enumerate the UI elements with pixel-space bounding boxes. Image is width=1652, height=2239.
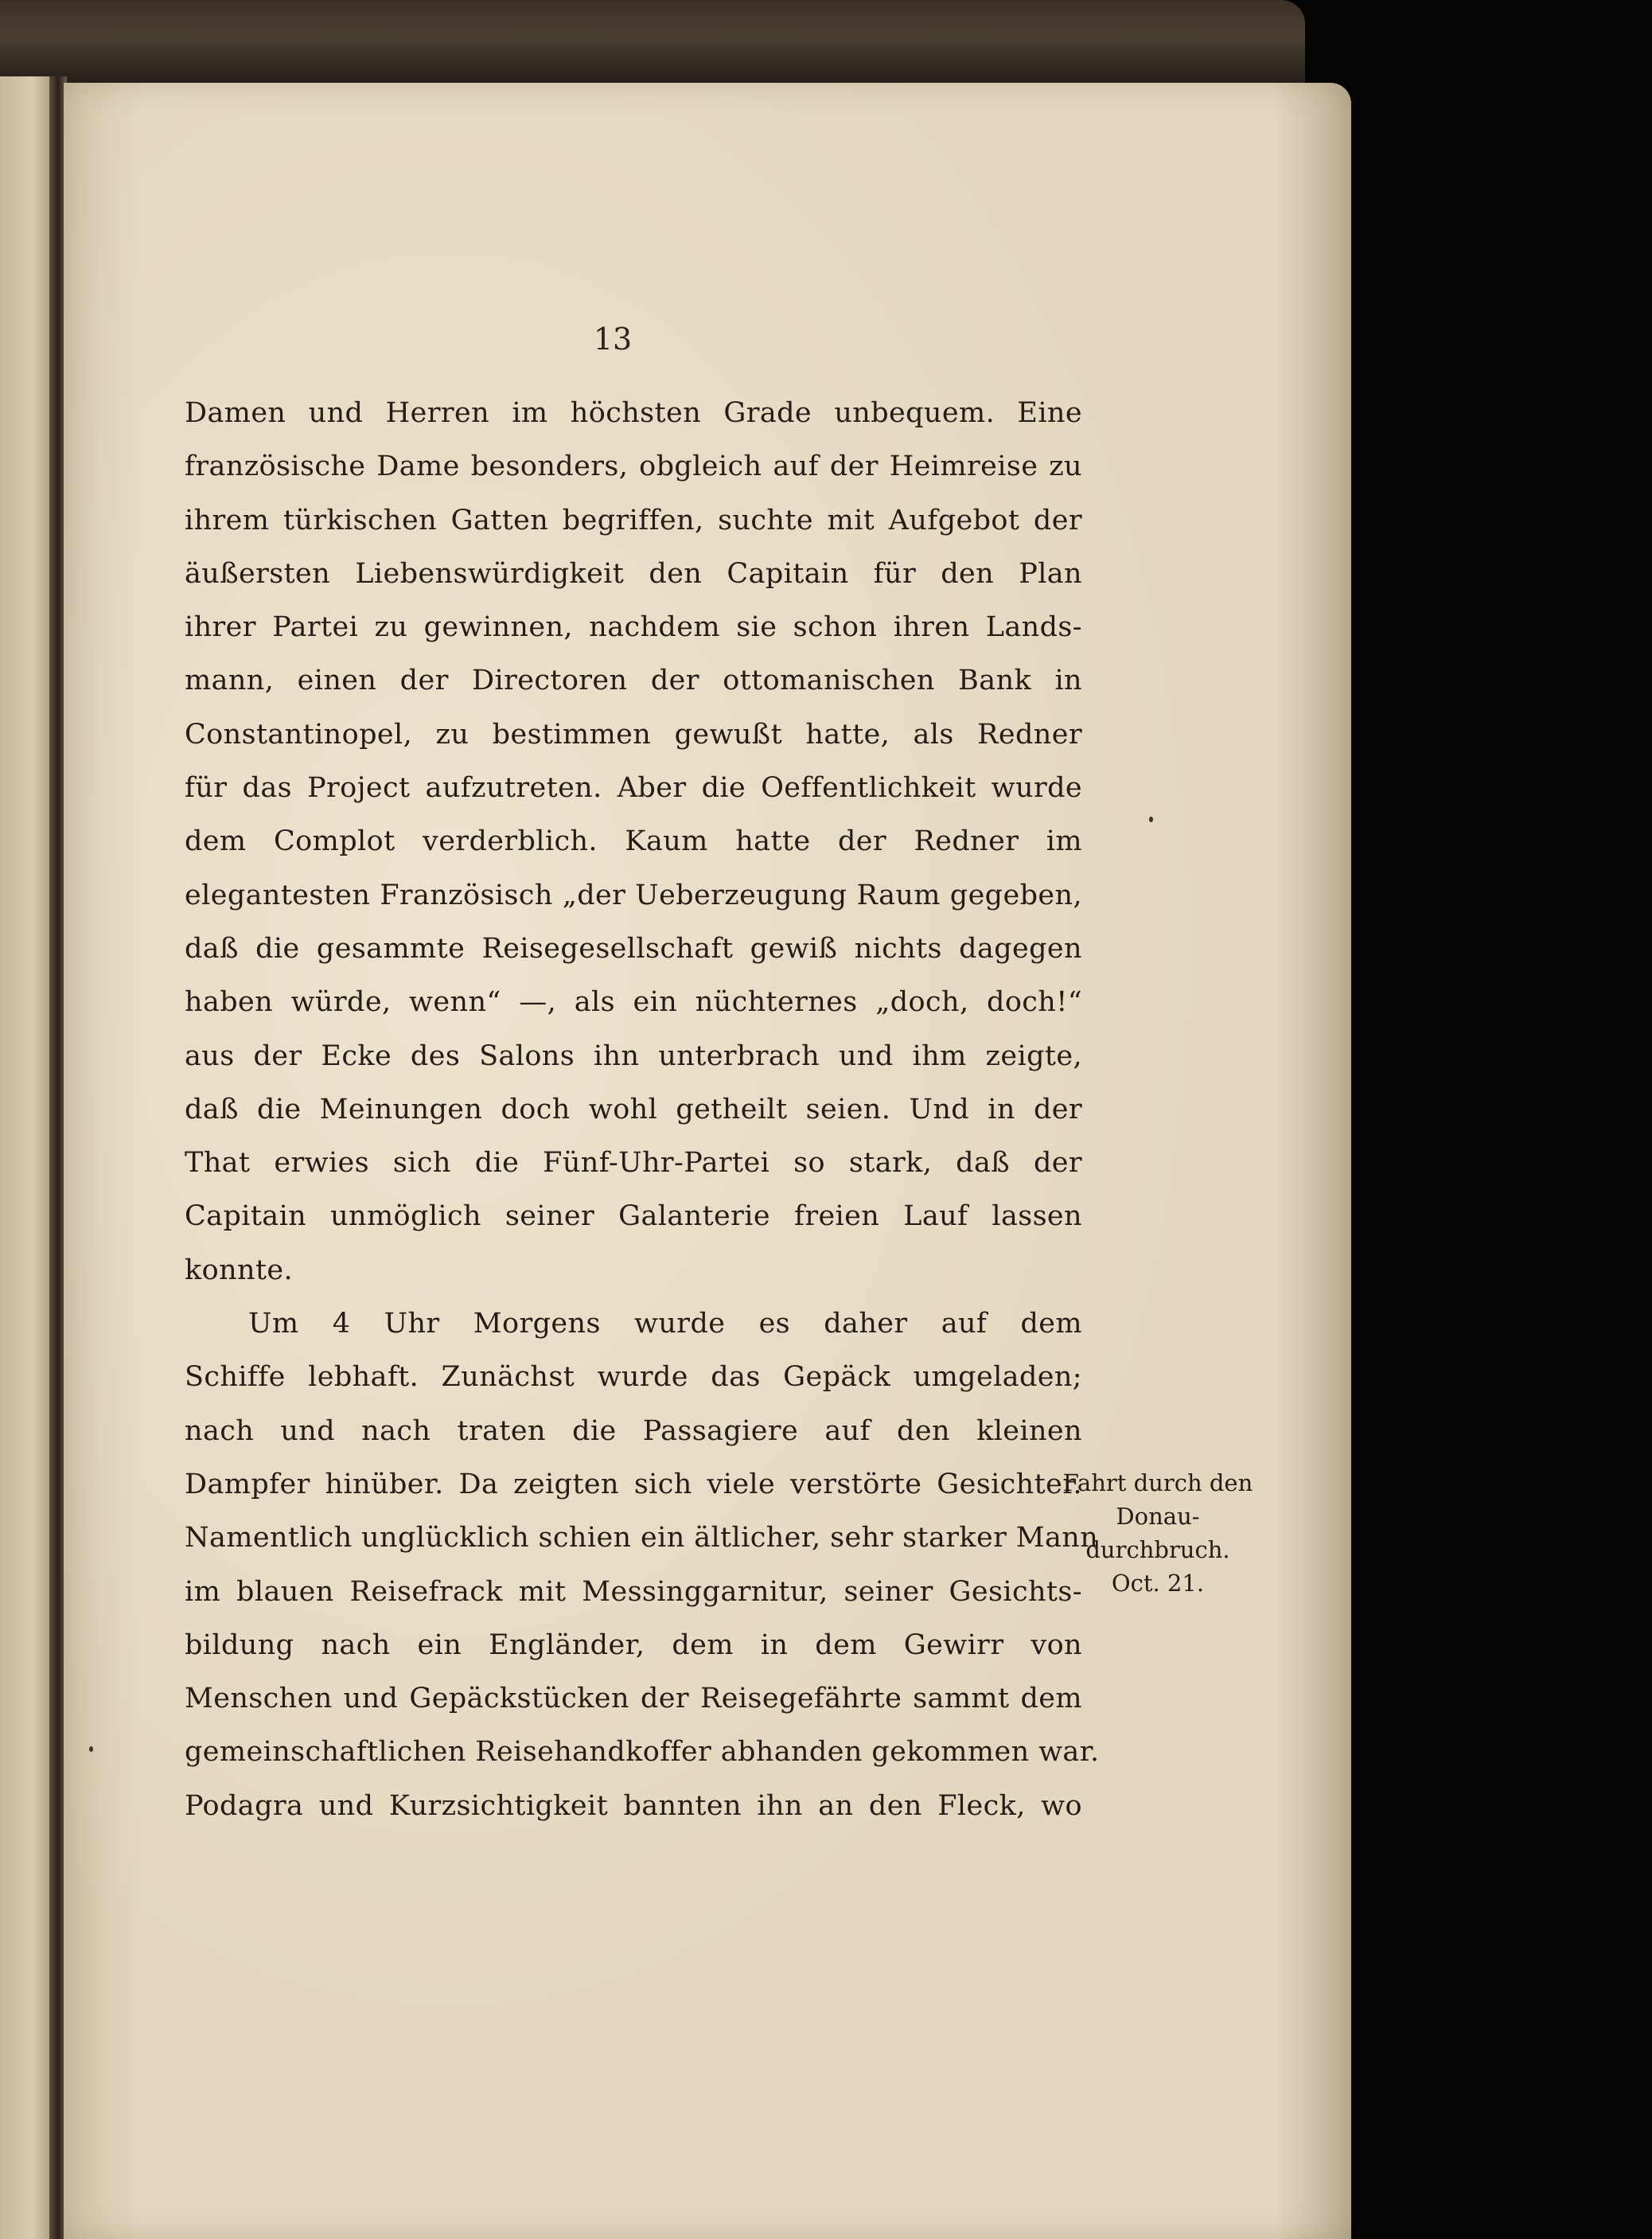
text-line: haben würde, wenn“ —, als ein nüchternes „doch, doch!“ — [185, 986, 1082, 1019]
text-line: aus der Ecke des Salons ihn unterbrach und ihm zeigte, — [185, 1040, 1082, 1072]
text-line: elegantesten Französisch „der Ueberzeugung Raum gegeben, — [185, 879, 1082, 911]
text-line: Menschen und Gepäckstücken der Reisegefährte sammt dem — [185, 1683, 1082, 1715]
text-line: für das Project aufzutreten. Aber die Oeffentlichkeit wurde — [185, 772, 1082, 805]
text-line: mann, einen der Directoren der ottomanischen Bank in — [185, 665, 1082, 697]
paragraph-2 — [185, 1297, 1100, 1833]
text-line: Damen und Herren im höchsten Grade unbequem. Eine — [185, 397, 1082, 429]
text-line: französische Dame besonders, obgleich auf der Heimreise zu — [185, 451, 1082, 483]
text-line: äußersten Liebenswürdigkeit den Capitain für den Plan — [185, 557, 1082, 590]
text-line: nach und nach traten die Passagiere auf den kleinen — [185, 1414, 1082, 1447]
text-line: Dampfer hinüber. Da zeigten sich viele verstörte Gesichter. — [185, 1468, 1082, 1500]
paper-speck — [1149, 817, 1153, 822]
text-line: That erwies sich die Fünf-Uhr-Partei so stark, daß der — [185, 1147, 1082, 1180]
paragraph-1 — [185, 387, 1082, 1297]
text-line: Um 4 Uhr Morgens wurde es daher auf dem — [248, 1308, 1082, 1340]
paper-speck — [89, 1746, 93, 1752]
text-line: dem Complot verderblich. Kaum hatte der Redner im — [185, 825, 1082, 858]
body-text — [185, 387, 1100, 1833]
marginal-note-line: Oct. 21. — [1111, 1570, 1205, 1597]
marginal-note-line: Fahrt durch den — [1062, 1469, 1253, 1496]
text-line: Schiffe lebhaft. Zunächst wurde das Gepäck umgeladen; — [185, 1361, 1082, 1394]
text-line: Capitain unmöglich seiner Galanterie freien Lauf lassen — [185, 1200, 1082, 1233]
text-line: daß die gesammte Reisegesellschaft gewiß nichts dagegen — [185, 932, 1082, 965]
marginal-note-line: durchbruch. — [1085, 1536, 1230, 1563]
book-page — [64, 83, 1351, 2239]
page-number: 13 — [593, 322, 633, 357]
text-line: bildung nach ein Engländer, dem in dem Gewirr von — [185, 1629, 1082, 1661]
text-line: Constantinopel, zu bestimmen gewußt hatte, als Redner — [185, 718, 1082, 751]
text-line: ihrer Partei zu gewinnen, nachdem sie schon ihren Lands- — [185, 611, 1082, 644]
text-line: gemeinschaftlichen Reisehandkoffer abhanden gekommen war. — [185, 1736, 1100, 1769]
text-line: daß die Meinungen doch wohl getheilt seien. Und in der — [185, 1093, 1082, 1125]
text-line: Podagra und Kurzsichtigkeit bannten ihn an den Fleck, wo — [185, 1789, 1082, 1822]
text-line: konnte. — [185, 1254, 294, 1286]
text-line: Namentlich unglücklich schien ein ältlicher, sehr starker Mann — [185, 1522, 1099, 1554]
marginal-note — [1027, 1466, 1289, 1600]
text-line: ihrem türkischen Gatten begriffen, suchte mit Aufgebot der — [185, 504, 1082, 536]
book-binding — [0, 0, 1305, 88]
text-line: im blauen Reisefrack mit Messinggarnitur, seiner Gesichts- — [185, 1575, 1082, 1608]
marginal-note-line: Donau- — [1116, 1503, 1200, 1530]
